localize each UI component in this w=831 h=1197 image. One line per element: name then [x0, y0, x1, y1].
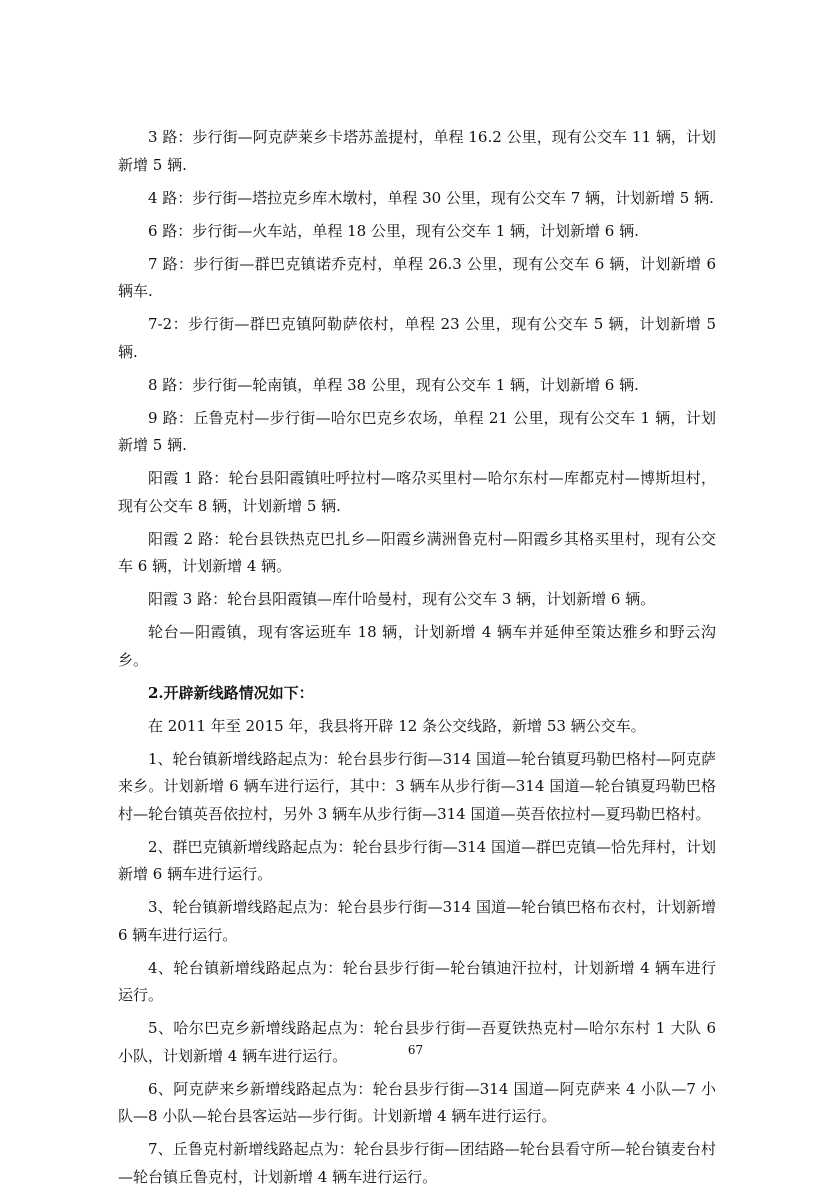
section-heading: 2.开辟新线路情况如下：: [148, 683, 314, 702]
luntai-yangxia-paragraph: 轮台—阳霞镇，现有客运班车 18 辆，计划新增 4 辆车并延伸至策达雅乡和野云沟乡。: [118, 623, 716, 669]
yangxia-route-1-paragraph: 阳霞 1 路：轮台县阳霞镇吐呼拉村—喀尕买里村—哈尔东村—库都克村—博斯坦村，现有公交车 8 辆，计划新增 5 辆.: [118, 469, 716, 515]
new-routes-intro-paragraph: 在 2011 年至 2015 年，我县将开辟 12 条公交线路，新增 53 辆公交车。: [148, 716, 646, 735]
page-number: 67: [407, 1043, 424, 1057]
new-route-4-paragraph: 4、轮台镇新增线路起点为：轮台县步行街—轮台镇迪汗拉村，计划新增 4 辆车进行运行。: [118, 958, 716, 1004]
new-route-2-paragraph: 2、群巴克镇新增线路起点为：轮台县步行街—314 国道—群巴克镇—恰先拜村，计划新增 6 辆车进行运行。: [118, 837, 716, 883]
new-route-5-paragraph: 5、哈尔巴克乡新增线路起点为：轮台县步行街—吾夏铁热克村—哈尔东村 1 大队 6 小队，计划新增 4 辆车进行运行。: [118, 1019, 716, 1065]
route-4-paragraph: 4 路：步行街—塔拉克乡库木墩村，单程 30 公里，现有公交车 7 辆，计划新增 5 辆.: [148, 188, 714, 207]
route-7-paragraph: 7 路：步行街—群巴克镇诺乔克村，单程 26.3 公里，现有公交车 6 辆，计划新增 6 辆车.: [118, 254, 716, 300]
new-route-3-paragraph: 3、轮台镇新增线路起点为：轮台县步行街—314 国道—轮台镇巴格布衣村，计划新增 6 辆车进行运行。: [118, 898, 716, 944]
route-8-paragraph: 8 路：步行街—轮南镇，单程 38 公里，现有公交车 1 辆，计划新增 6 辆.: [148, 375, 639, 394]
yangxia-route-2-paragraph: 阳霞 2 路：轮台县铁热克巴扎乡—阳霞乡满洲鲁克村—阳霞乡其格买里村，现有公交车 6 辆，计划新增 4 辆。: [118, 529, 716, 575]
yangxia-route-3-paragraph: 阳霞 3 路：轮台县阳霞镇—库什哈曼村，现有公交车 3 辆，计划新增 6 辆。: [148, 590, 656, 608]
route-3-paragraph: 3 路：步行街—阿克萨莱乡卡塔苏盖提村，单程 16.2 公里，现有公交车 11 辆，计划新增 5 辆.: [118, 128, 716, 174]
new-route-7-paragraph: 7、丘鲁克村新增线路起点为：轮台县步行街—团结路—轮台县看守所—轮台镇麦台村—轮台镇丘鲁克村，计划新增 4 辆车进行运行。: [118, 1140, 716, 1186]
new-route-6-paragraph: 6、阿克萨来乡新增线路起点为：轮台县步行街—314 国道—阿克萨来 4 小队—7 小队—8 小队—轮台县客运站—步行街。计划新增 4 辆车进行运行。: [118, 1079, 716, 1125]
document-body: [118, 124, 716, 1197]
new-route-1-paragraph: 1、轮台镇新增线路起点为：轮台县步行街—314 国道—轮台镇夏玛勒巴格村—阿克萨来乡。计划新增 6 辆车进行运行，其中：3 辆车从步行街—314 国道—轮台镇夏玛勒巴格村—轮台镇英吾依拉村，另外 3 辆车从步行街—314 国道—英吾依拉村—夏玛勒巴格村。: [118, 749, 716, 823]
route-6-paragraph: 6 路：步行街—火车站，单程 18 公里，现有公交车 1 辆，计划新增 6 辆.: [148, 221, 639, 240]
route-7-2-paragraph: 7-2：步行街—群巴克镇阿勒萨依村，单程 23 公里，现有公交车 5 辆，计划新增 5 辆.: [118, 315, 716, 361]
route-9-paragraph: 9 路：丘鲁克村—步行街—哈尔巴克乡农场，单程 21 公里，现有公交车 1 辆，计划新增 5 辆.: [118, 408, 716, 454]
